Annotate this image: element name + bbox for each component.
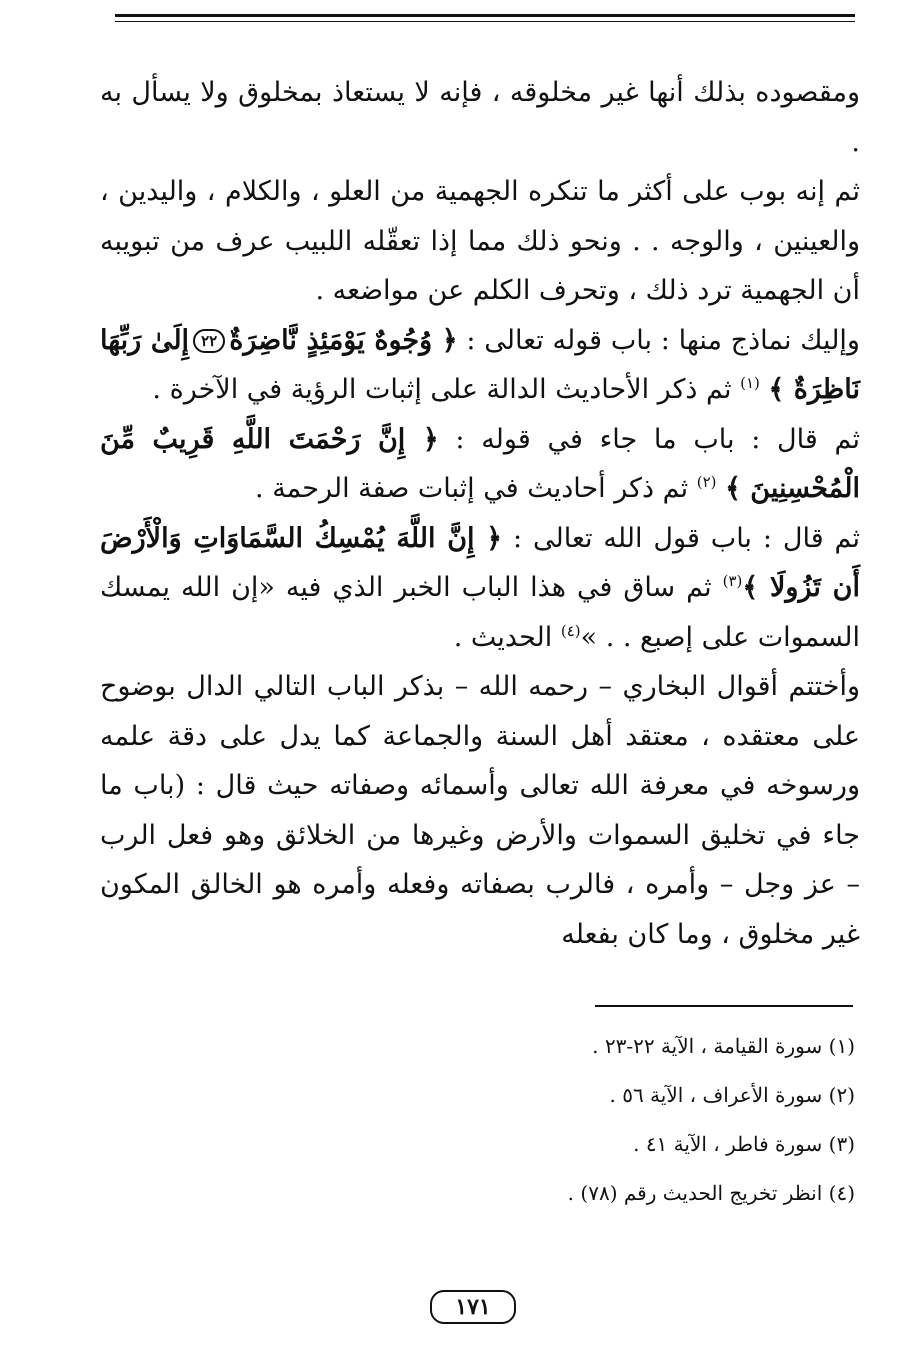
paragraph-5-mid: ثم ساق في هذا الباب الخبر الذي فيه «إن الله يمسك السموات على إصبع . . » (100, 572, 860, 653)
quran-verse-qiyamah-b: إِلَىٰ رَبِّهَا نَاظِرَةٌ ﴾ (100, 324, 860, 405)
header-rule-thin (115, 21, 855, 22)
paragraph-4-intro: ثم قال : باب ما جاء في قوله : (455, 423, 860, 455)
footnote-2: (٢) سورة الأعراف ، الآية ٥٦ . (609, 1083, 855, 1107)
footnote-3: (٣) سورة فاطر ، الآية ٤١ . (633, 1132, 855, 1156)
paragraph-3 (100, 316, 860, 415)
quran-verse-fatir: ﴿ إِنَّ اللَّهَ يُمْسِكُ السَّمَاوَاتِ وَالْأَرْضَ أَن تَزُولَا ﴾ (100, 522, 860, 603)
paragraph-3-intro: وإليك نماذج منها : باب قوله تعالى : (466, 324, 860, 356)
paragraph-5-intro: ثم قال : باب قول الله تعالى : (512, 522, 860, 554)
footnote-ref-4: (٤) (560, 621, 581, 640)
paragraph-2: ثم إنه بوب على أكثر ما تنكره الجهمية من العلو ، والكلام ، واليدين ، والعينين ، والوجه . . ونحو ذلك مما إذا تعقّله اللبيب عرف من تبويبه أن الجهمية ترد ذلك ، وتحرف الكلم عن مواضعه . (100, 176, 860, 306)
footnote-4: (٤) انظر تخريج الحديث رقم (٧٨) . (567, 1181, 855, 1205)
quran-verse-qiyamah-a: ﴿ وُجُوهٌ يَوْمَئِذٍ نَّاضِرَةٌ (229, 324, 458, 356)
header-rule-thick (115, 14, 855, 17)
footnote-1: (١) سورة القيامة ، الآية ٢٢-٢٣ . (592, 1034, 855, 1058)
page-number: ١٧١ (430, 1290, 516, 1324)
footnote-ref-3: (٣) (722, 572, 743, 590)
footnotes (300, 1022, 855, 1218)
paragraph-6: وأختتم أقوال البخاري – رحمه الله – بذكر الباب التالي الدال بوضوح على معتقده ، معتقد أهل السنة والجماعة كما يدل على دقة علمه ورسوخه في معرفة الله تعالى وأسمائه وصفاته حيث قال : (باب ما جاء في تخليق السموات والأرض وغيرها من الخلائق وهو فعل الرب – عز وجل – وأمره ، فالرب بصفاته وفعله وأمره هو الخالق المكون غير مخلوق ، وما كان بفعله (100, 671, 860, 950)
ayah-number-badge: ٢٢ (193, 329, 225, 353)
footnote-separator (595, 1005, 853, 1007)
paragraph-5-end: الحديث . (453, 621, 553, 653)
paragraph-4-rest: ثم ذكر أحاديث في إثبات صفة الرحمة . (255, 473, 689, 504)
footnote-ref-2: (٢) (696, 473, 717, 491)
main-text (100, 68, 860, 959)
paragraph-3-rest: ثم ذكر الأحاديث الدالة على إثبات الرؤية في الآخرة . (152, 374, 732, 405)
footnote-ref-1: (١) (740, 374, 760, 392)
paragraph-5 (100, 514, 860, 663)
quran-verse-araf: ﴿ إِنَّ رَحْمَتَ اللَّهِ قَرِيبٌ مِّنَ الْمُحْسِنِينَ ﴾ (100, 423, 860, 504)
paragraph-4 (100, 415, 860, 514)
paragraph-1: ومقصوده بذلك أنها غير مخلوقه ، فإنه لا يستعاذ بمخلوق ولا يسأل به . (100, 77, 860, 158)
